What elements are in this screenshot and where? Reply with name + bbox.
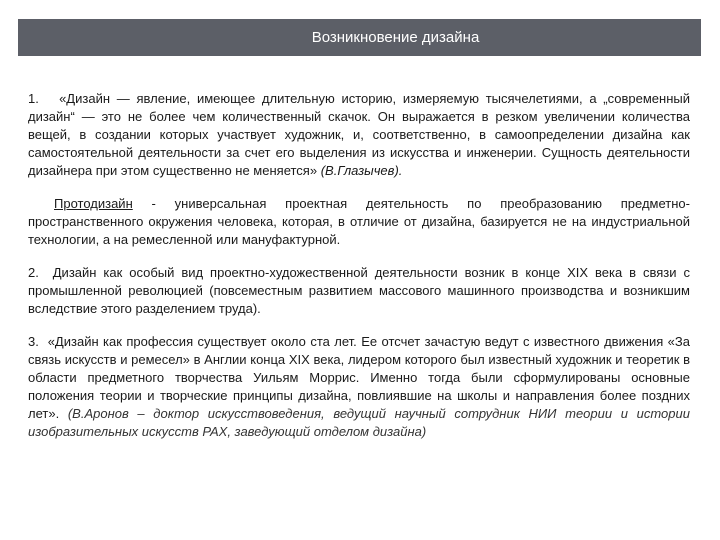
paragraph-2-text: Дизайн как особый вид проектно-художественной деятельности возник в конце XIX века в связи с промышленной революцией (повсеместным развитием массового машинного производства и возникшим вследствие этого разделением труда). bbox=[28, 265, 690, 316]
paragraph-3-citation: (В.Аронов – доктор искусствоведения, ведущий научный сотрудник НИИ теории и истории изобразительных искусств РАХ, заведующий отделом дизайна) bbox=[28, 406, 690, 439]
paragraph-2-number: 2. bbox=[28, 265, 39, 280]
slide-title: Возникновение дизайна bbox=[311, 29, 480, 46]
slide-title-bar bbox=[18, 19, 701, 56]
protodesign-definition: - универсальная проектная деятельность по преобразованию предметно-пространственного окружения человека, которая, в отличие от дизайна, базируется не на индустриальной технологии, а на ремесленной или мануфактурной. bbox=[28, 196, 690, 247]
paragraph-3-text: «Дизайн как профессия существует около ста лет. Ее отсчет зачастую ведут с известного движения «За связь искусств и ремесел» в Англии конца XIX века, лидером которого был известный художник и теоретик в области предметного творчества Уильям Моррис. Именно тогда были сформулированы основные положения теории и творческие принципы дизайна, повлиявшие на школы и направления более поздних лет». bbox=[28, 334, 690, 421]
paragraph-protodesign bbox=[28, 195, 690, 249]
paragraph-2 bbox=[28, 264, 690, 318]
paragraph-1-number: 1. bbox=[28, 91, 39, 106]
paragraph-1-text: «Дизайн — явление, имеющее длительную историю, измеряемую тысячелетиями, а „современный дизайн“ — это не более чем количественный скачок. Он выражается в резком увеличении количества вещей, в создании которых участвует художник, и, соответственно, в самоопределении дизайна как самостоятельной деятельности за счет его выделения из искусства и инженерии. Сущность деятельности дизайнера при этом существенно не меняется» bbox=[28, 91, 690, 178]
paragraph-1-citation: (В.Глазычев). bbox=[320, 163, 403, 178]
paragraph-3 bbox=[28, 333, 690, 441]
paragraph-1 bbox=[28, 90, 690, 180]
protodesign-term: Протодизайн bbox=[54, 196, 133, 211]
slide-content bbox=[28, 90, 690, 441]
paragraph-3-number: 3. bbox=[28, 334, 39, 349]
